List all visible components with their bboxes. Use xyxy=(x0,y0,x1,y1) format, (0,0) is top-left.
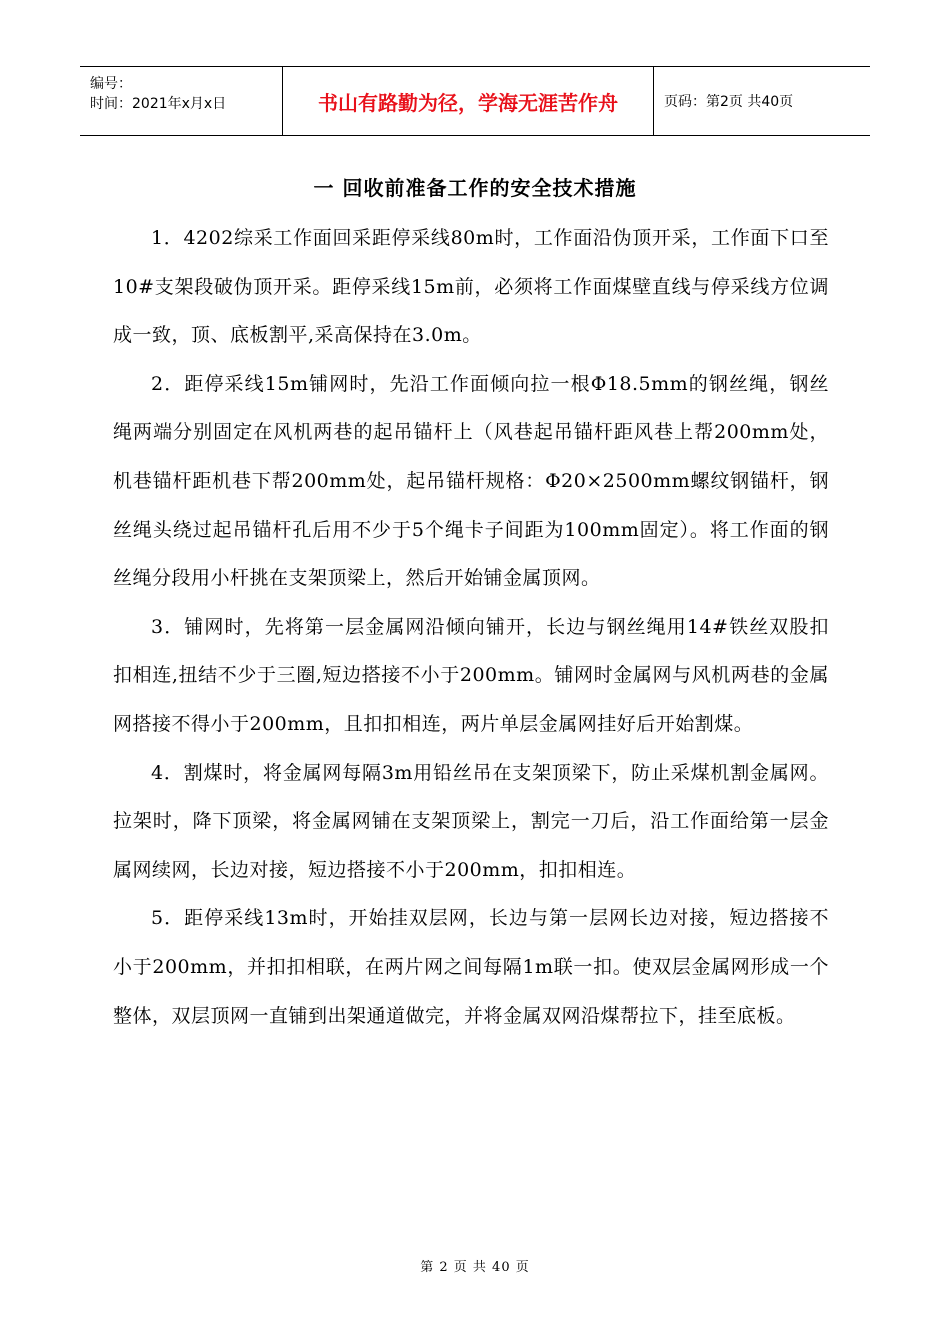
page-header xyxy=(80,66,870,136)
header-page-info: 页码：第2页 共40页 xyxy=(664,94,794,110)
paragraph-5: 5．距停采线13m时，开始挂双层网，长边与第一层网长边对接，短边搭接不小于200mm，并扣扣相联，在两片网之间每隔1m联一扣。使双层金属网形成一个整体，双层顶网一直铺到出架通道做完，并将金属双网沿煤帮拉下，挂至底板。 xyxy=(113,907,829,1027)
paragraph-2: 2．距停采线15m铺网时，先沿工作面倾向拉一根Φ18.5mm的钢丝绳，钢丝绳两端分别固定在风机两巷的起吊锚杆上（风巷起吊锚杆距风巷上帮200mm处，机巷锚杆距机巷下帮200mm处，起吊锚杆规格：Φ20×2500mm螺纹钢锚杆，钢丝绳头绕过起吊锚杆孔后用不少于5个绳卡子间距为100mm固定）。将工作面的钢丝绳分段用小杆挑在支架顶梁上，然后开始铺金属顶网。 xyxy=(113,372,829,590)
header-motto: 书山有路勤为径，学海无涯苦作舟 xyxy=(283,67,654,135)
doc-date-label: 时间：2021年x月x日 xyxy=(90,96,227,112)
paragraph-4: 4．割煤时，将金属网每隔3m用铅丝吊在支架顶梁下，防止采煤机割金属网。拉架时，降下顶梁，将金属网铺在支架顶梁上，割完一刀后，沿工作面给第一层金属网续网，长边对接，短边搭接不小于200mm，扣扣相连。 xyxy=(113,761,829,881)
section-title: 一 回收前准备工作的安全技术措施 xyxy=(313,176,637,200)
page-footer: 第 2 页 共 40 页 xyxy=(420,1260,530,1275)
header-meta xyxy=(80,67,283,135)
paragraph-3: 3．铺网时，先将第一层金属网沿倾向铺开，长边与钢丝绳用14#铁丝双股扣扣相连,扭结不少于三圈,短边搭接不小于200mm。铺网时金属网与风机两巷的金属网搭接不得小于200mm，且扣扣相连，两片单层金属网挂好后开始割煤。 xyxy=(113,615,829,735)
doc-number-label: 编号： xyxy=(90,76,132,92)
paragraph-1: 1．4202综采工作面回采距停采线80m时，工作面沿伪顶开采，工作面下口至10#支架段破伪顶开采。距停采线15m前，必须将工作面煤壁直线与停采线方位调成一致，顶、底板割平,采高保持在3.0m。 xyxy=(113,227,829,347)
document-body xyxy=(113,214,829,1040)
